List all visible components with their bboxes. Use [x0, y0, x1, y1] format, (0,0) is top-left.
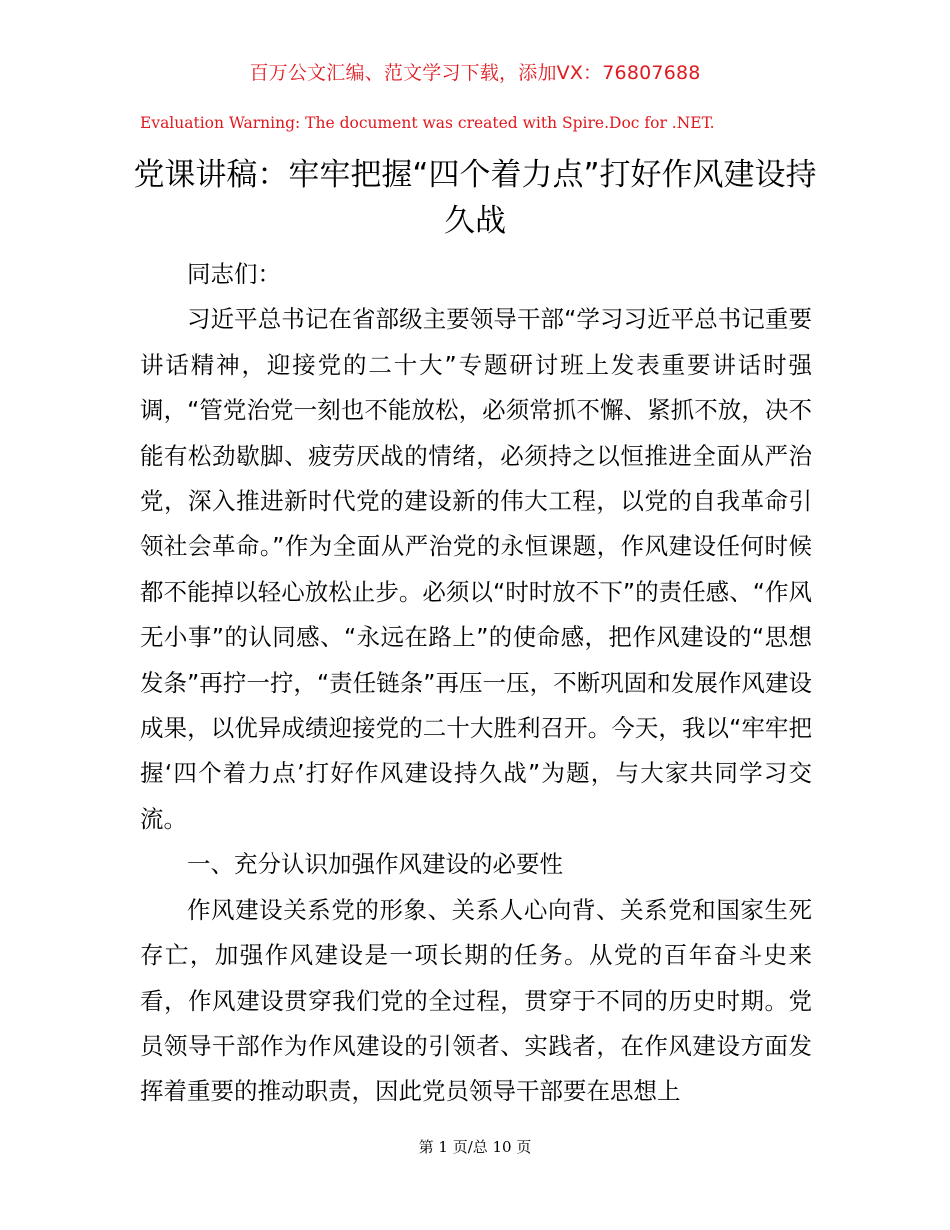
document-body	[140, 252, 812, 1115]
section-heading-1: 一、充分认识加强作风建设的必要性	[187, 850, 563, 879]
header-ad-banner: 百万公文汇编、范文学习下载，添加VX：76807688	[249, 62, 701, 84]
greeting: 同志们：	[187, 260, 281, 288]
document-title: 党课讲稿：牢牢把握“四个着力点”打好作风建设持久战	[133, 157, 817, 239]
page-footer: 第 1 页/总 10 页	[418, 1138, 532, 1156]
evaluation-warning: Evaluation Warning: The document was created with Spire.Doc for .NET.	[140, 114, 715, 132]
paragraph-intro: 习近平总书记在省部级主要领导干部“学习习近平总书记重要讲话精神，迎接党的二十大”专题研讨班上发表重要讲话时强调，“管党治党一刻也不能放松，必须常抓不懈、紧抓不放，决不能有松劲歇脚、疲劳厌战的情绪，必须持之以恒推进全面从严治党，深入推进新时代党的建设新的伟大工程，以党的自我革命引领社会革命。”作为全面从严治党的永恒课题，作风建设任何时候都不能掉以轻心放松止步。必须以“时时放不下”的责任感、“作风无小事”的认同感、“永远在路上”的使命感，把作风建设的“思想发条”再拧一拧，“责任链条”再压一压，不断巩固和发展作风建设成果，以优异成绩迎接党的二十大胜利召开。今天，我以“牢牢把握‘四个着力点’打好作风建设持久战”为题，与大家共同学习交流。	[140, 305, 812, 833]
paragraph-section-1: 作风建设关系党的形象、关系人心向背、关系党和国家生死存亡，加强作风建设是一项长期的任务。从党的百年奋斗史来看，作风建设贯穿我们党的全过程，贯穿于不同的历史时期。党员领导干部作为作风建设的引领者、实践者，在作风建设方面发挥着重要的推动职责，因此党员领导干部要在思想上	[140, 895, 812, 1106]
